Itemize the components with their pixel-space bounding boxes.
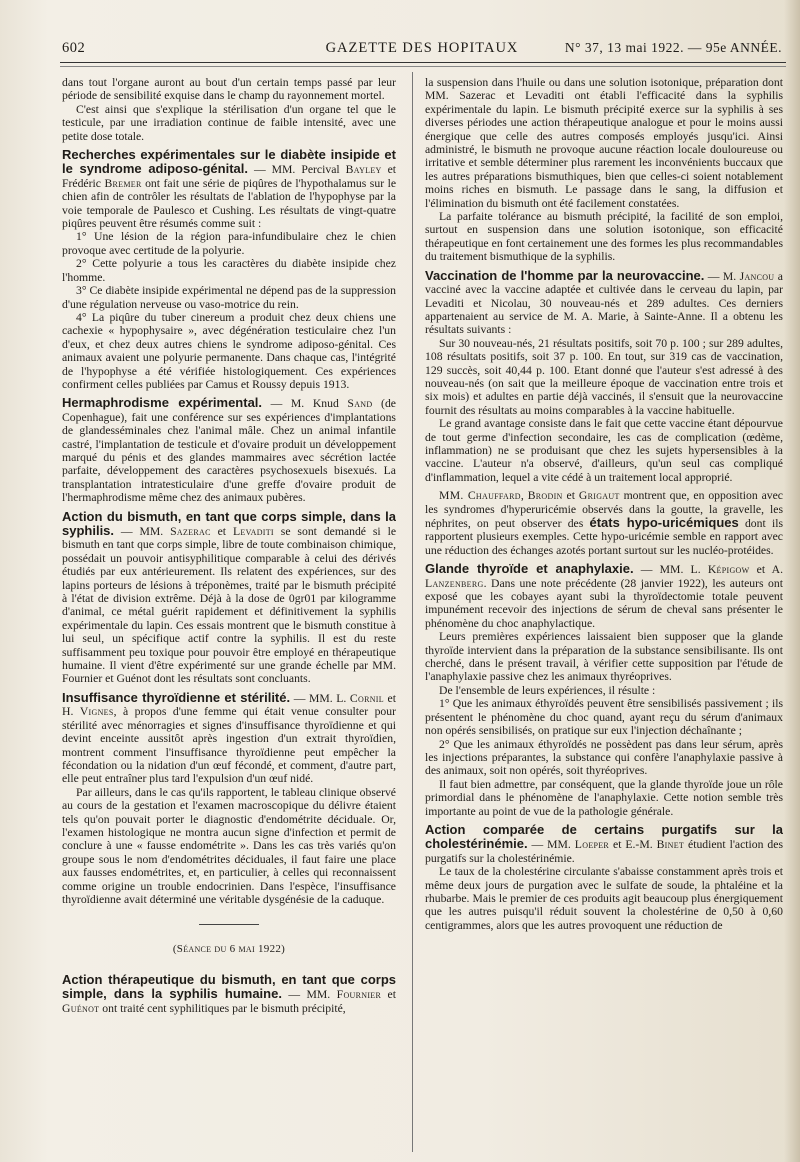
paragraph: De l'ensemble de leurs expériences, il résulte : (439, 683, 656, 697)
list-item: 2° Que les animaux éthyroïdés ne possèdent pas dans leur sérum, après les injections préparantes, la substance qui confère l'anaphylaxie passive à des animaux, soit non opérés, soit thyréoprives. (425, 737, 783, 778)
seance-rule (199, 924, 259, 925)
article-hypo-uricemie: MM. Chauffard, Brodin et Grigaut montrent que, en opposition avec les syndromes d'hyperuricémie observés dans la goutte, la gravelle, les néphrites, on peut observer des états hypo-uricémiques dont ils rapportent plusieurs exemples. Cette hypo-uricémie semble en rapport avec une réduction des échanges azotés portant surtout sur les nucléo-protéides. (425, 489, 783, 557)
article-heading: Vaccination de l'homme par la neurovaccine. (425, 267, 705, 283)
article-heading: Hermaphrodisme expérimental. (62, 395, 263, 411)
column-divider (412, 72, 413, 1152)
paragraph: C'est ainsi que s'explique la stérilisation d'un organe tel que le testicule, par une irradiation continue de faible intensité, avec une petite dose totale. (62, 102, 396, 143)
author-name: Sazerac (170, 525, 211, 538)
author-name: Jancou (739, 269, 775, 283)
paragraph: la suspension dans l'huile ou dans une solution isotonique, préparation dont MM. Sazerac et Levaditi ont établi l'efficacité dans la syphilis expérimentale du lapin. Le bismuth précipité exerce sur la syphilis à ses diverses périodes une action thérapeutique analogue et pour le moins aussi énergique que celle des autres composés employés jusqu'ici. Ainsi administré, le bismuth ne provoque aucune réaction locale douloureuse ou irritative et semble déterminer plus rarement les inconvénients buccaux que les autres préparations bismuthiques, bien que celles-ci soient notablement moins riches en bismuth. Le passage dans le sang, la diffusion et l'élimination du bismuth ont été facilement constatées. (425, 76, 783, 210)
author-name: Fournier (336, 988, 382, 1002)
list-item: 1° Que les animaux éthyroïdés peuvent être sensibilisés passivement ; ils présentent le phénomène du choc quand, ayant reçu du sérum d'animaux non opérés sensibilisés, on pratique sur eux l'injection déchaînante ; (425, 697, 783, 738)
article-bismuth: Action du bismuth, en tant que corps simple, dans la syphilis. — MM. Sazerac et Levaditi se sont demandé si le bismuth en tant que corps simple, libre de toute combinaison chimique, possédait un pouvoir antisyphilitique comparable à celui des dérivés étudiés par eux antérieurement. Ils relatent des expériences, sur des lapins porteurs de lésions à tréponèmes, traité par le bismuth précipité à l'état de division extrême. Déjà à la dose de 0gr01 par kilogramme d'animal, ce métal guérit rapidement et définitivement la syphilis expérimentale du lapin. Ces essais montrent que le bismuth constitue à lui seul, un spécifique actif contre la syphilis. Il est du reste suffisamment peu toxique pour pouvoir être employé en thérapeutique humaine. Il vient d'être expérimenté sur une grande échelle par MM. Fournier et Guénot dont les résultats sont concluants. (62, 508, 396, 686)
article-diabete: Recherches expérimentales sur le diabète insipide et le syndrome adiposo-génital. — MM. Percival Bayley et Frédéric Bremer ont fait une série de piqûres de l'hypothalamus sur le chien afin de contrôler les résultats de l'ablation de l'hypophyse par la voie temporale de Paulesco et Cushing. Les résultats de vingt-quatre piqûres peuvent être résumés comme suit : (62, 147, 396, 231)
header-rule (60, 62, 786, 63)
article-heading: Action comparée de certains purgatifs sur la cholestérinémie. (425, 821, 783, 852)
article-heading: Recherches expérimentales sur le diabète insipide et le syndrome adiposo-génital. (62, 147, 396, 177)
paragraph: Il faut bien admettre, par conséquent, que la glande thyroïde joue un rôle primordial dans le phénomène de l'anaphylaxie. Cette notion semble très importante au point de vue de la pathologie générale. (425, 777, 783, 818)
author-name: Képigow (707, 563, 750, 577)
article-thyroidienne: Insuffisance thyroïdienne et stérilité. — MM. L. Cornil et H. Vignes, à propos d'une femme qui était venue consulter pour stérilité avec ménorragies et signes d'insuffisance thyroïdienne et qui devint enceinte aussitôt après ingestion d'un extrait thyroïdien, montrent comment l'insuffisance thyroïdienne peut empêcher la fécondation ou la nidation d'un œuf fécondé, et comment, d'autre part, elle peut entraîner plus tard l'expulsion d'un œuf nidé. (62, 689, 396, 786)
page-edge-shadow (784, 0, 800, 1162)
journal-title: GAZETTE DES HOPITAUX (325, 40, 519, 56)
seance-label: (Séance du 6 mai 1922) (172, 943, 286, 956)
author-name: Sand (347, 397, 373, 411)
author-name: Lanzenberg (425, 576, 484, 590)
paragraph: Le grand avantage consiste dans le fait que cette vaccine étant dépourvue de tout germe d'infection secondaire, les cas de complication (œdème, inflammation) ne se produisant que chez les sujets hypersensibles à la vaccine. L'auteur n'a observé, d'ailleurs, qu'un seul cas compliqué d'inflammation, lequel a vite cédé à un traitement local approprié. (425, 417, 783, 484)
author-name: Bayley (345, 163, 382, 177)
author-name: Guénot (62, 1001, 100, 1015)
article-hermaphrodisme: Hermaphrodisme expérimental. — M. Knud Sand (de Copenhague), fait une conférence sur ses expériences d'implantations de glandesséminales chez l'animal mâle. Chez un animal infantile castré, l'implantation de testicule et d'ovaire produit un développement marqué du pénis et des glandes mammaires avec sécrétion lactée parfaite, développement des caractères psychosexuels bisexués. La transplantation intratesticulaire d'une greffe d'ovaire produit de l'hermaphrodisme même chez des animaux pubères. (62, 395, 396, 505)
inline-bold-term: états hypo-uricémiques (589, 515, 739, 530)
seance-divider (62, 924, 396, 956)
paragraph: Le taux de la cholestérine circulante s'abaisse constamment après trois et même deux jours de purgation avec le sulfate de soude, la phtaléine et la rhubarbe. Mais le premier de ces produits agit beaucoup plus énergiquement que les autres puisqu'il réduit souvent la cholestérine de 0,50 à 0,60 centigrammes, alors que les autres provoquent une réduction de (425, 865, 783, 932)
article-heading: Action thérapeutique du bismuth, en tant que corps simple, dans la syphilis humaine. (62, 971, 396, 1002)
article-bismuth-humaine: Action thérapeutique du bismuth, en tant que corps simple, dans la syphilis humaine. — MM. Fournier et Guénot ont traité cent syphilitiques par le bismuth précipité, (62, 971, 396, 1015)
left-column (62, 76, 396, 1146)
article-heading: Insuffisance thyroïdienne et stérilité. (62, 689, 291, 705)
author-name: Grigaut (578, 489, 620, 503)
author-name: Bremer (104, 176, 142, 190)
list-item: 2° Cette polyurie a tous les caractères du diabète insipide chez l'homme. (62, 257, 396, 284)
author-name: Binet (656, 838, 685, 852)
article-neurovaccine: Vaccination de l'homme par la neurovaccine. — M. Jancou a vacciné avec la vaccine adaptée et cultivée dans le cerveau du lapin, par Levaditi et Nicolau, 30 nouveau-nés et 289 adultes. Ces derniers appartenaient au service de M. A. Marie, à Sainte-Anne. Il a obtenu les résultats suivants : (425, 267, 783, 337)
list-item: 4° La piqûre du tuber cinereum a produit chez deux chiens une cachexie « hypophysaire », avec dégénération testiculaire chez l'un d'eux, et chez deux autres chiens le syndrome adiposo-génital. Ces animaux avaient une polyurie permanente. Dans chaque cas, l'intégrité de l'hypophyse a été vérifiée histologiquement. Ces expériences confirment celles publiées par Camus et Roussy depuis 1913. (62, 310, 396, 391)
author-name: Vignes (79, 705, 114, 719)
paragraph: dans tout l'organe auront au bout d'un certain temps passé par leur période de sensibilité exquise dans le champ du rayonnement mortel. (62, 76, 396, 103)
paragraph: Sur 30 nouveau-nés, 21 résultats positifs, soit 70 p. 100 ; sur 289 adultes, 108 résultats positifs, soit 37 p. 100. En tout, sur 319 cas de vaccination, 129 succès, soit 40,44 p. 100. Etant donné que l'auteur s'est adressé à des nouveau-nés (on sait que la meilleure époque de vaccination entre trois et six mois) et adultes en partie déjà vaccinés, il s'ensuit que la neurovaccine fournit des résultats au moins comparables à la vaccine habituelle. (425, 336, 783, 417)
article-heading: Glande thyroïde et anaphylaxie. (425, 561, 634, 577)
paragraph: Par ailleurs, dans le cas qu'ils rapportent, le tableau clinique observé au cours de la gestation et l'examen macroscopique du délivre étaient tels qu'on pouvait porter le diagnostic d'endométrite déciduale. Or, l'examen histologique ne montra aucun signe d'infection et permit de conclure à une « fausse endométrite ». Dans les cas très variés qu'on groupe sous le nom d'endométrites déciduales, il faut faire une place aux fausses endométrites, et, en particulier, à celles qui reconnaissent comme origine un trouble endocrinien. Dans l'espèce, l'insuffisance thyroïdienne avait déterminé une véritable dysgénésie de la caduque. (62, 785, 396, 906)
page-number: 602 (62, 40, 86, 56)
article-anaphylaxie: Glande thyroïde et anaphylaxie. — MM. L. Képigow et A. Lanzenberg. Dans une note précédente (28 janvier 1922), les auteurs ont exposé que les cobayes ayant subi la thyroïdectomie totale peuvent impunément recevoir des injections de sérum de cheval sans présenter le phénomène du choc anaphylactique. (425, 561, 783, 630)
header-rule-thin (60, 66, 786, 67)
article-heading: Action du bismuth, en tant que corps simple, dans la syphilis. (62, 508, 396, 538)
author-name: Loeper (574, 838, 610, 852)
right-column (425, 76, 783, 1146)
page-header (62, 40, 782, 62)
article-purgatifs: Action comparée de certains purgatifs sur la cholestérinémie. — MM. Loeper et E.-M. Binet étudient l'action des purgatifs sur la cholestérinémie. (425, 821, 783, 865)
author-name: Cornil (349, 691, 384, 705)
author-name: Brodin (527, 489, 563, 503)
paragraph: Leurs premières expériences laissaient bien supposer que la glande thyroïde intervient dans la préparation de la substance sensibilisante. Ils ont cherché, dans le présent travail, à vérifier cette supposition par l'étude de l'anaphylaxie passive chez les animaux thyréoprives. (425, 630, 783, 684)
author-name: Levaditi (232, 525, 274, 538)
issue-info: N° 37, 13 mai 1922. — 95e ANNÉE. (564, 40, 782, 55)
author-name: MM. Chauffard (439, 489, 521, 503)
paragraph: La parfaite tolérance au bismuth précipité, la facilité de son emploi, surtout en suspension dans une solution isotonique, son efficacité thérapeutique en font certainement une des formes les plus recommandables du traitement bismuthique de la syphilis. (425, 210, 783, 264)
list-item: 1° Une lésion de la région para-infundibulaire chez le chien provoque avec certitude de la polyurie. (62, 230, 396, 257)
list-item: 3° Ce diabète insipide expérimental ne dépend pas de la suppression d'une régulation nerveuse ou vaso-motrice du rein. (62, 284, 396, 311)
